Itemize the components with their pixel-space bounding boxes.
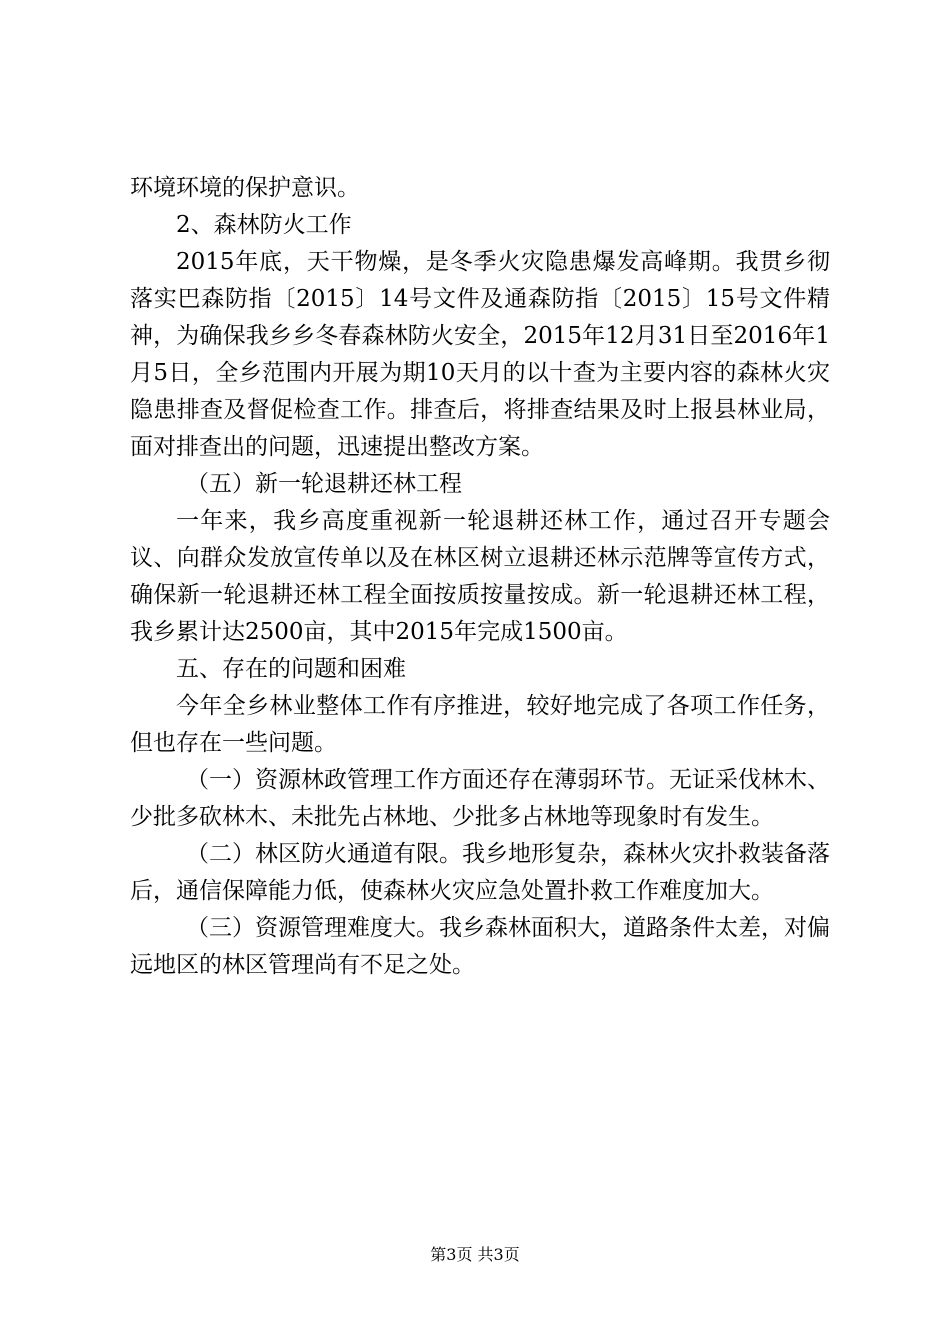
paragraph-continuation: 环境环境的保护意识。 — [130, 175, 360, 201]
document-body — [130, 170, 830, 984]
subsection-heading-fire-prevention: 2、森林防火工作 — [176, 212, 352, 238]
section-heading-reforestation: （五）新一轮退耕还林工程 — [186, 471, 462, 497]
paragraph-fire-prevention: 2015年底，天干物燥，是冬季火灾隐患爆发高峰期。我贯乡彻落实巴森防指〔2015〕14号文件及通森防指〔2015〕15号文件精神，为确保我乡乡冬春森林防火安全，2015年12月31日至2016年1月5日，全乡范围内开展为期10天月的以十查为主要内容的森林火灾隐患排查及督促检查工作。排查后，将排查结果及时上报县林业局，面对排查出的问题，迅速提出整改方案。 — [130, 249, 830, 460]
paragraph-problem-one: （一）资源林政管理工作方面还存在薄弱环节。无证采伐林木、少批多砍林木、未批先占林地、少批多占林地等现象时有发生。 — [130, 767, 830, 830]
section-heading-problems: 五、存在的问题和困难 — [176, 656, 406, 682]
paragraph-reforestation: 一年来，我乡高度重视新一轮退耕还林工作，通过召开专题会议、向群众发放宣传单以及在林区树立退耕还林示范牌等宣传方式，确保新一轮退耕还林工程全面按质按量按成。新一轮退耕还林工程，我乡累计达2500亩，其中2015年完成1500亩。 — [130, 508, 830, 645]
paragraph-problems-intro: 今年全乡林业整体工作有序推进，较好地完成了各项工作任务，但也存在一些问题。 — [130, 693, 830, 756]
paragraph-problem-two: （二）林区防火通道有限。我乡地形复杂，森林火灾扑救装备落后，通信保障能力低，使森林火灾应急处置扑救工作难度加大。 — [130, 841, 830, 904]
page-number-footer: 第3页 共3页 — [430, 1245, 520, 1264]
paragraph-problem-three: （三）资源管理难度大。我乡森林面积大，道路条件太差，对偏远地区的林区管理尚有不足之处。 — [130, 915, 830, 978]
